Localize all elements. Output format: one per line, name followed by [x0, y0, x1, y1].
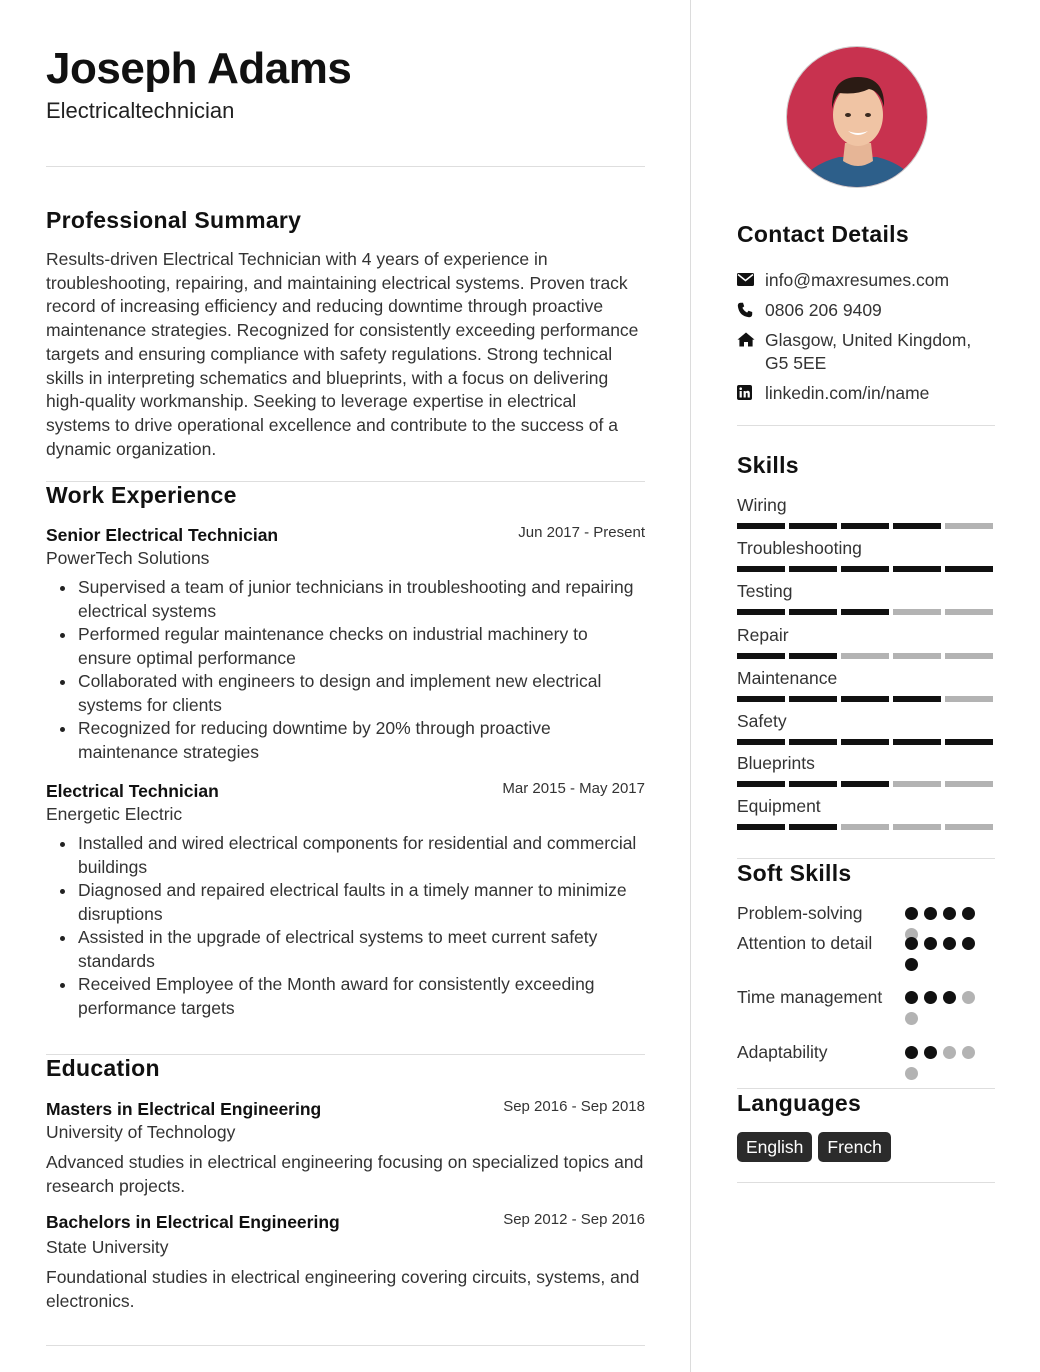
skill-level-bar [737, 781, 993, 787]
skill-level-segment [737, 781, 785, 787]
list-item: Recognized for reducing downtime by 20% through proactive maintenance strategies [46, 717, 645, 764]
rating-dot [905, 1012, 918, 1025]
soft-skill-rating [905, 1046, 981, 1080]
skill-level-segment [893, 739, 941, 745]
skill-level-segment [737, 824, 785, 830]
skill-level-segment [789, 523, 837, 529]
skill-level-segment [841, 609, 889, 615]
job-company: Energetic Electric [46, 804, 183, 824]
soft-skill-rating [905, 991, 981, 1025]
soft-skill-name: Attention to detail [737, 933, 873, 953]
skill-level-bar [737, 653, 993, 659]
skill-level-bar [737, 739, 993, 745]
rating-dot [924, 991, 937, 1004]
contact-linkedin [737, 382, 995, 405]
rating-dot [962, 937, 975, 950]
rating-dot [943, 1046, 956, 1059]
contact-phone [737, 299, 995, 322]
soft-skill-name: Adaptability [737, 1042, 828, 1062]
skill-level-segment [737, 566, 785, 572]
skill-level-segment [841, 566, 889, 572]
list-item: Collaborated with engineers to design and implement new electrical systems for clients [46, 670, 645, 717]
degree-title: Masters in Electrical Engineering [46, 1099, 322, 1119]
skill-level-segment [841, 523, 889, 529]
skill-level-segment [789, 566, 837, 572]
language-tag: English [737, 1132, 812, 1162]
rating-dot [905, 1046, 918, 1059]
soft-skill-rating [905, 937, 981, 971]
skill-level-segment [945, 781, 993, 787]
skills-heading: Skills [737, 452, 799, 478]
job-date: Jun 2017 - Present [518, 524, 645, 541]
education-divider [46, 1345, 645, 1346]
avatar-portrait [787, 47, 928, 188]
skill-level-segment [945, 653, 993, 659]
skill-name: Wiring [737, 495, 787, 515]
skill-level-segment [841, 739, 889, 745]
skill-level-segment [789, 653, 837, 659]
skill-level-segment [841, 696, 889, 702]
skill-level-segment [893, 781, 941, 787]
home-icon [737, 329, 765, 349]
skill-level-segment [893, 566, 941, 572]
skill-level-bar [737, 566, 993, 572]
rating-dot [924, 907, 937, 920]
skill-name: Maintenance [737, 668, 838, 688]
skill-level-segment [945, 824, 993, 830]
rating-dot [962, 1046, 975, 1059]
soft-skills-heading: Soft Skills [737, 860, 852, 886]
skill-level-bar [737, 824, 993, 830]
address-text: Glasgow, United Kingdom, G5 5EE [765, 330, 972, 373]
skill-level-segment [789, 609, 837, 615]
candidate-name: Joseph Adams [46, 44, 352, 93]
education-description: Foundational studies in electrical engineering covering circuits, systems, and electronics. [46, 1267, 640, 1311]
list-item: Received Employee of the Month award for consistently exceeding performance targets [46, 973, 645, 1020]
list-item: Supervised a team of junior technicians in troubleshooting and repairing electrical systems [46, 576, 645, 623]
rating-dot [905, 907, 918, 920]
soft-skill-name: Problem-solving [737, 903, 863, 923]
skills-divider [737, 858, 995, 859]
contact-email [737, 269, 995, 292]
education-date: Sep 2016 - Sep 2018 [503, 1098, 645, 1115]
skill-level-segment [789, 696, 837, 702]
skill-level-segment [789, 781, 837, 787]
list-item: Diagnosed and repaired electrical faults in a timely manner to minimize disruptions [46, 879, 645, 926]
rating-dot [962, 907, 975, 920]
contact-divider [737, 425, 995, 426]
skill-level-segment [893, 609, 941, 615]
phone-icon [737, 299, 765, 319]
rating-dot [943, 991, 956, 1004]
rating-dot [905, 958, 918, 971]
skill-level-segment [893, 824, 941, 830]
education-description: Advanced studies in electrical engineering focusing on specialized topics and research projects. [46, 1152, 644, 1196]
skill-name: Blueprints [737, 753, 815, 773]
job-bullets [46, 832, 645, 1020]
column-divider [690, 0, 691, 1372]
summary-text: Results-driven Electrical Technician with 4 years of experience in troubleshooting, repairing, and maintaining electrical systems. Proven track record of increasing efficiency and reducing downtime through proactive maintenance strategies. Recognized for consistently exceeding performance targets and ensuring compliance with safety regulations. Strong technical skills in interpreting schematics and blueprints, with a focus on delivering high-quality workmanship. Seeking to leverage expertise in electrical systems to drive operational excellence and contribute to the success of a dynamic organization. [46, 249, 639, 459]
skill-level-segment [945, 609, 993, 615]
list-item: Assisted in the upgrade of electrical systems to meet current safety standards [46, 926, 645, 973]
skill-level-segment [893, 653, 941, 659]
skill-level-segment [737, 696, 785, 702]
rating-dot [943, 937, 956, 950]
candidate-title: Electricaltechnician [46, 98, 235, 123]
envelope-icon [737, 269, 765, 289]
skill-level-segment [789, 824, 837, 830]
skill-level-segment [841, 653, 889, 659]
skill-level-segment [893, 523, 941, 529]
education-date: Sep 2012 - Sep 2016 [503, 1211, 645, 1228]
skill-level-segment [893, 696, 941, 702]
rating-dot [924, 1046, 937, 1059]
skill-level-segment [737, 653, 785, 659]
skill-name: Repair [737, 625, 789, 645]
skill-name: Testing [737, 581, 793, 601]
skill-name: Safety [737, 711, 787, 731]
skill-level-segment [945, 523, 993, 529]
skill-level-segment [789, 739, 837, 745]
skill-level-segment [945, 566, 993, 572]
language-tag: French [818, 1132, 890, 1162]
contact-heading: Contact Details [737, 221, 909, 247]
languages-divider [737, 1182, 995, 1183]
job-company: PowerTech Solutions [46, 548, 210, 568]
education-heading: Education [46, 1055, 160, 1081]
summary-heading: Professional Summary [46, 207, 302, 233]
job-title: Electrical Technician [46, 781, 219, 801]
rating-dot [905, 1067, 918, 1080]
job-title: Senior Electrical Technician [46, 525, 279, 545]
skill-name: Troubleshooting [737, 538, 862, 558]
skill-level-segment [737, 739, 785, 745]
soft-skill-name: Time management [737, 987, 883, 1007]
skill-level-bar [737, 609, 993, 615]
skill-level-segment [841, 824, 889, 830]
skill-level-segment [737, 609, 785, 615]
skill-level-segment [737, 523, 785, 529]
school-name: University of Technology [46, 1122, 236, 1142]
job-date: Mar 2015 - May 2017 [502, 780, 645, 797]
languages-heading: Languages [737, 1090, 862, 1116]
list-item: Installed and wired electrical components for residential and commercial buildings [46, 832, 645, 879]
linkedin-text[interactable]: linkedin.com/in/name [765, 383, 930, 403]
email-text[interactable]: info@maxresumes.com [765, 270, 950, 290]
phone-text[interactable]: 0806 206 9409 [765, 300, 882, 320]
header-divider [46, 166, 645, 167]
job-bullets [46, 576, 645, 764]
rating-dot [943, 907, 956, 920]
list-item: Performed regular maintenance checks on industrial machinery to ensure optimal performance [46, 623, 645, 670]
skill-level-segment [841, 781, 889, 787]
school-name: State University [46, 1237, 169, 1257]
rating-dot [924, 937, 937, 950]
rating-dot [905, 937, 918, 950]
avatar [786, 46, 928, 188]
languages-list [737, 1132, 891, 1162]
rating-dot [962, 991, 975, 1004]
degree-title: Bachelors in Electrical Engineering [46, 1212, 340, 1232]
skill-level-bar [737, 523, 993, 529]
linkedin-icon [737, 382, 765, 402]
skill-level-segment [945, 696, 993, 702]
soft-skill-rating [905, 907, 981, 941]
soft-skills-divider [737, 1088, 995, 1089]
contact-address [737, 329, 995, 375]
rating-dot [905, 991, 918, 1004]
skill-name: Equipment [737, 796, 821, 816]
experience-heading: Work Experience [46, 482, 237, 508]
skill-level-segment [945, 739, 993, 745]
skill-level-bar [737, 696, 993, 702]
